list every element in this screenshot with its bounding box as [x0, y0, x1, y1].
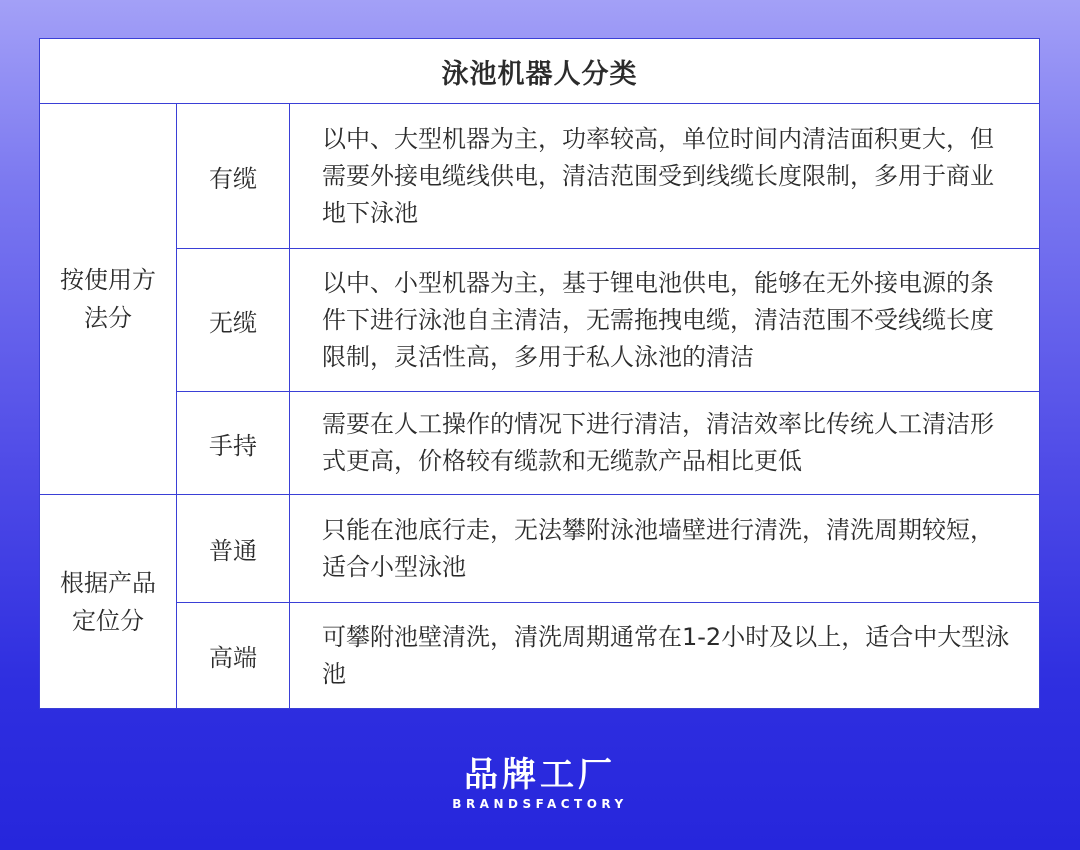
brand-logo [0, 755, 1080, 811]
category-product-positioning: 根据产品定位分 [40, 495, 177, 709]
type-corded: 有缆 [177, 104, 290, 249]
table-title: 泳池机器人分类 [40, 39, 1040, 104]
type-premium: 高端 [177, 603, 290, 709]
description-cordless: 以中、小型机器为主，基于锂电池供电，能够在无外接电源的条件下进行泳池自主清洁，无需拖拽电缆，清洁范围不受线缆长度限制，灵活性高，多用于私人泳池的清洁 [290, 249, 1040, 392]
description-corded: 以中、大型机器为主，功率较高，单位时间内清洁面积更大，但需要外接电缆线供电，清洁范围受到线缆长度限制，多用于商业地下泳池 [290, 104, 1040, 249]
brand-name-cn: 品牌工厂 [464, 755, 616, 795]
classification-table-card [39, 38, 1040, 708]
classification-table [39, 38, 1040, 709]
type-cordless: 无缆 [177, 249, 290, 392]
type-standard: 普通 [177, 495, 290, 603]
description-premium: 可攀附池壁清洗，清洗周期通常在1-2小时及以上，适合中大型泳池 [290, 603, 1040, 709]
category-usage-method: 按使用方法分 [40, 104, 177, 495]
description-handheld: 需要在人工操作的情况下进行清洁，清洁效率比传统人工清洁形式更高，价格较有缆款和无缆款产品相比更低 [290, 392, 1040, 495]
description-standard: 只能在池底行走，无法攀附泳池墙壁进行清洗，清洗周期较短，适合小型泳池 [290, 495, 1040, 603]
type-handheld: 手持 [177, 392, 290, 495]
brand-name-en: BRANDSFACTORY [452, 797, 628, 811]
